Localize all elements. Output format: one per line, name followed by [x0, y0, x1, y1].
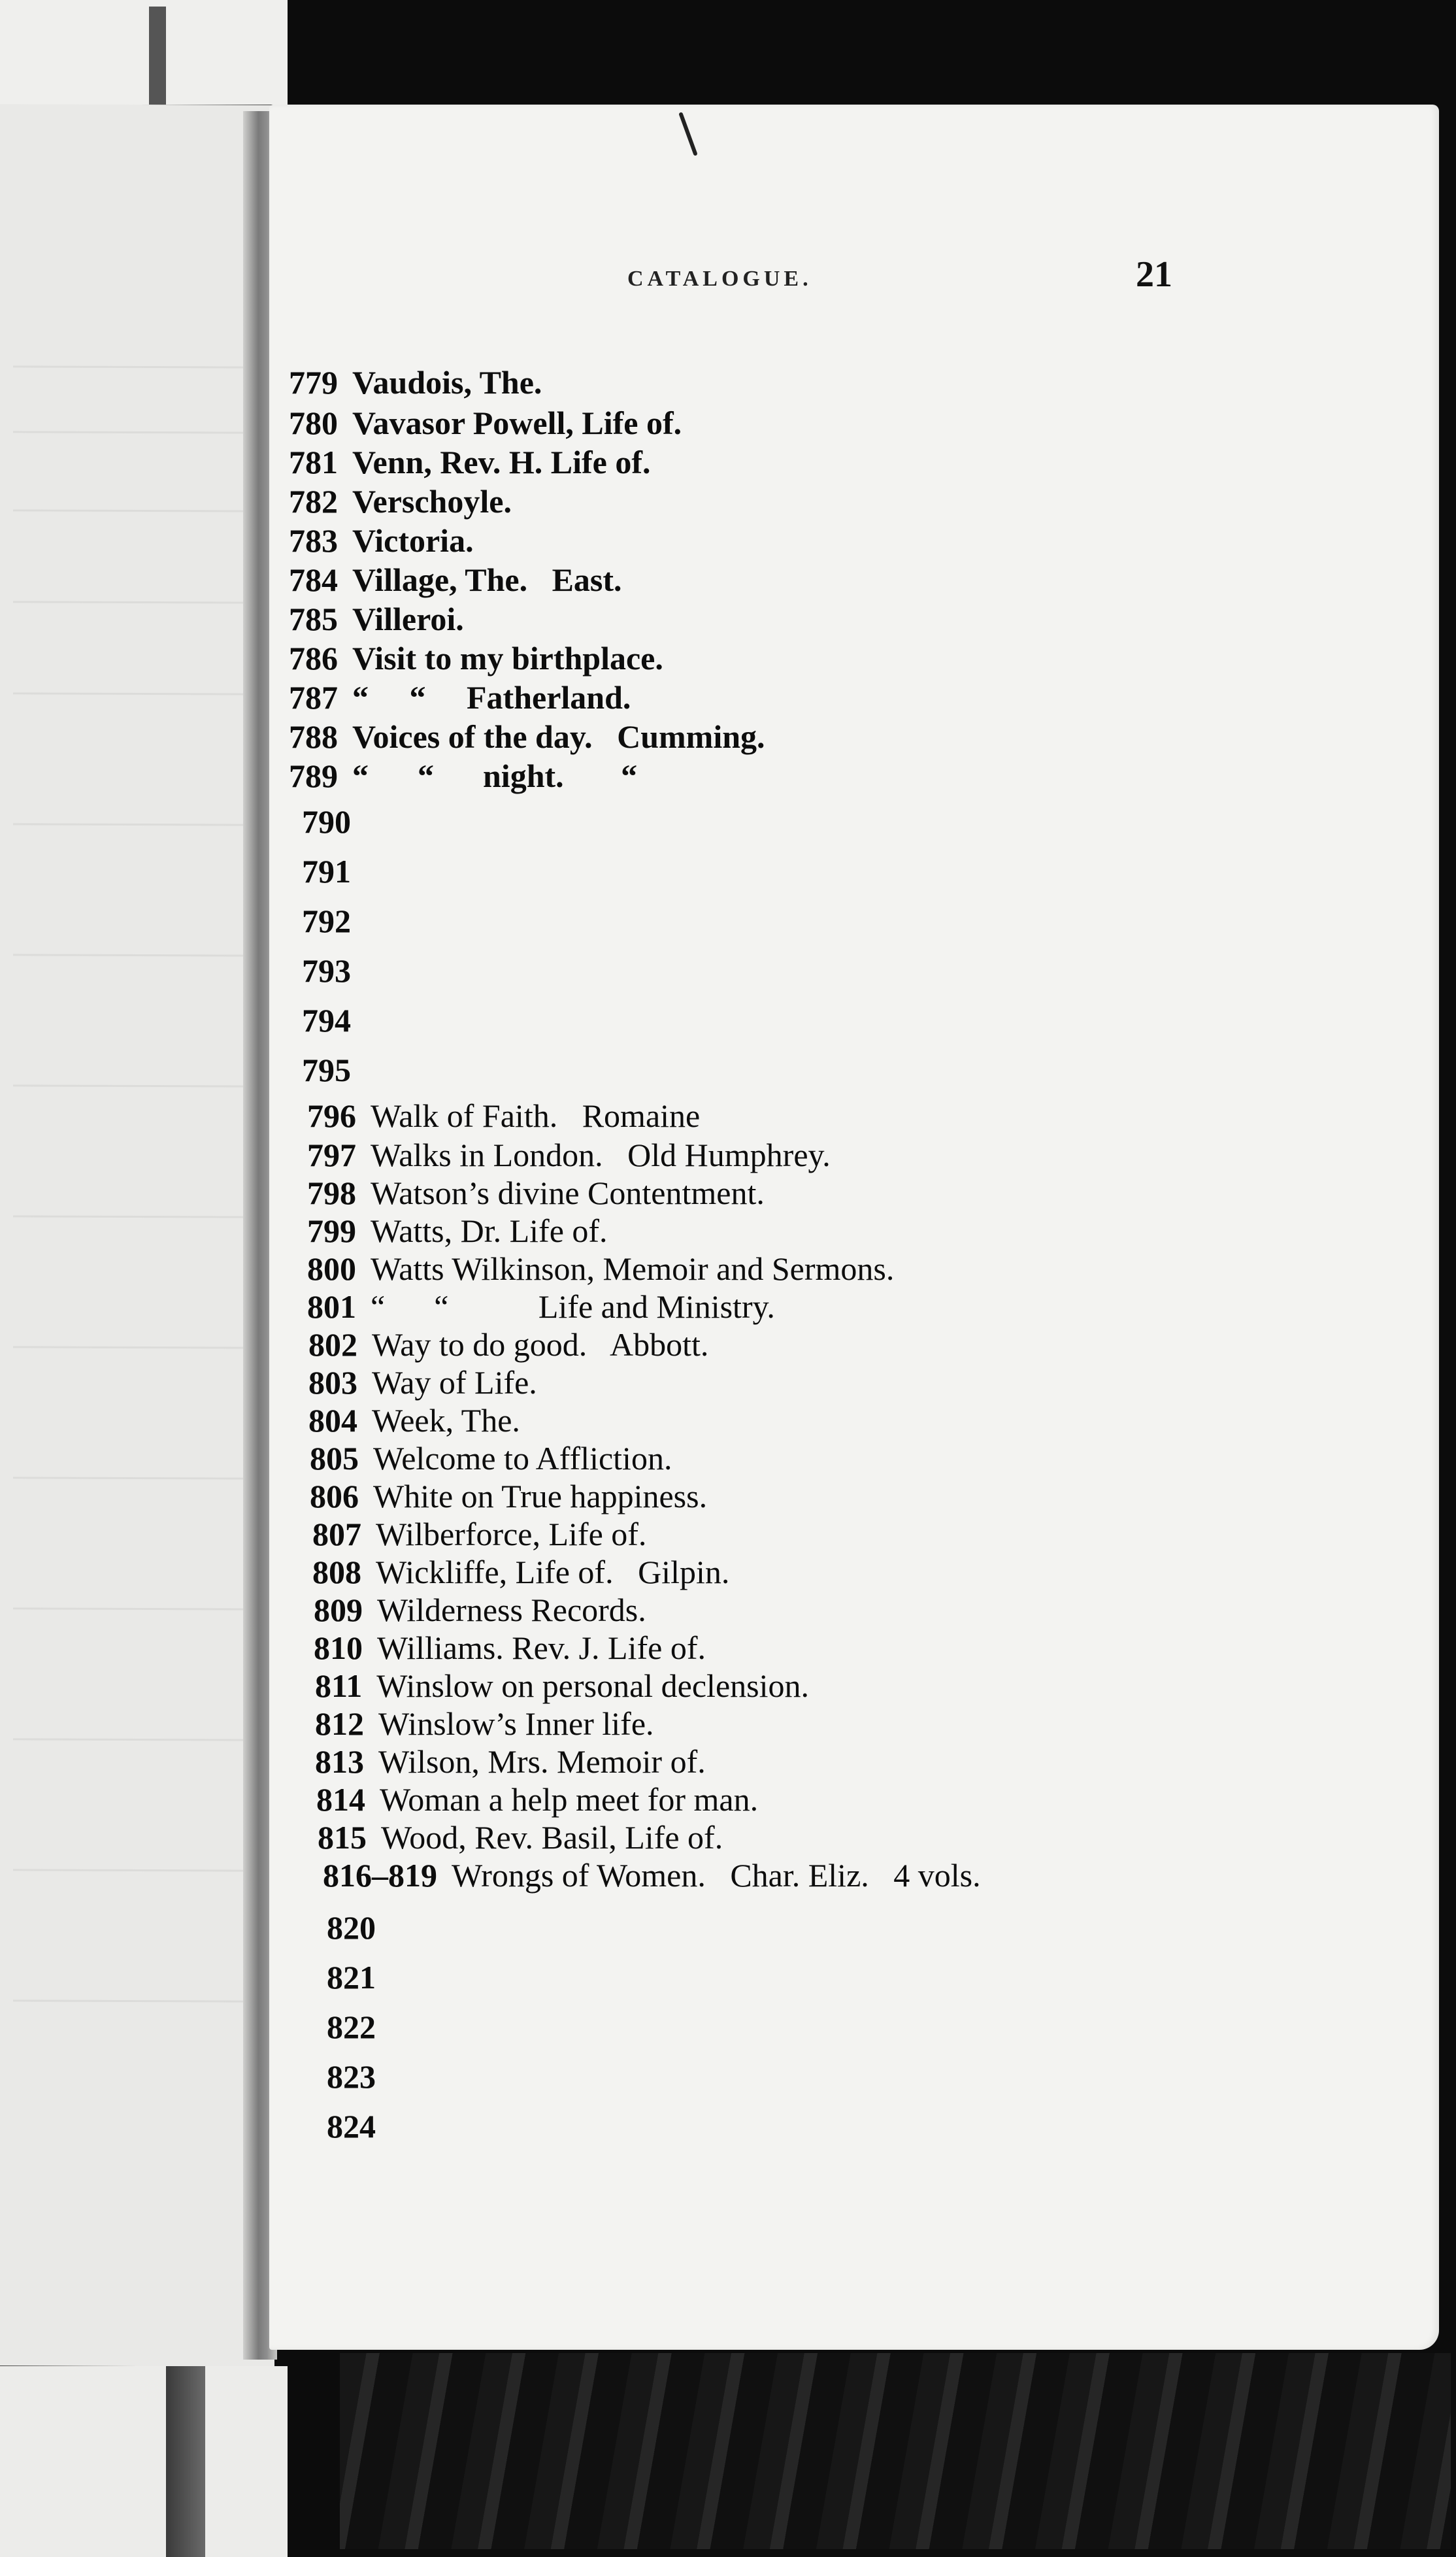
- entry-number: 813: [315, 1743, 364, 1780]
- entry-number: 803: [308, 1364, 357, 1401]
- entry-title: “ “ Life and Ministry.: [371, 1288, 775, 1325]
- entry-title: Winslow’s Inner life.: [378, 1705, 654, 1742]
- entry-number: 789: [289, 758, 338, 794]
- entry-title: Vavasor Powell, Life of.: [352, 405, 682, 441]
- entry-title: Voices of the day. Cumming.: [352, 718, 765, 755]
- entry-number: 816–819: [323, 1857, 437, 1894]
- entry-number: 798: [307, 1175, 356, 1211]
- entry-title: Village, The. East.: [352, 561, 622, 598]
- catalogue-entry: [327, 2057, 376, 2096]
- entry-number: 805: [310, 1440, 359, 1477]
- catalogue-entry: [310, 1439, 672, 1478]
- entry-title: Walk of Faith. Romaine: [371, 1097, 701, 1134]
- entry-title: Vaudois, The.: [352, 364, 542, 401]
- entry-title: Victoria.: [352, 522, 474, 559]
- entry-number: 780: [289, 405, 338, 441]
- catalogue-entry: [289, 639, 663, 678]
- catalogue-entry: [289, 443, 651, 482]
- catalogue-entry: [289, 678, 631, 717]
- entry-number: 781: [289, 444, 338, 480]
- entry-title: Way of Life.: [372, 1364, 537, 1401]
- catalogue-entry: [327, 2107, 376, 2146]
- catalogue-entry: [307, 1249, 894, 1288]
- entry-number: 787: [289, 679, 338, 716]
- entry-number: 785: [289, 601, 338, 637]
- catalogue-entry: [316, 1780, 758, 1819]
- catalogue-entry: [312, 1514, 646, 1554]
- entry-title: Villeroi.: [352, 601, 464, 637]
- running-head: CATALOGUE.: [627, 267, 812, 291]
- catalogue-entry: [315, 1704, 654, 1743]
- entry-title: Wilson, Mrs. Memoir of.: [378, 1743, 706, 1780]
- entry-number: 795: [302, 1052, 351, 1088]
- catalogue-entry: [289, 599, 464, 639]
- catalogue-entry: [289, 482, 512, 521]
- entry-number: 796: [307, 1097, 356, 1134]
- entry-title: Watson’s divine Contentment.: [371, 1175, 765, 1211]
- catalogue-entry: [310, 1477, 707, 1516]
- catalogue-entry: [302, 1001, 351, 1040]
- entry-number: 802: [308, 1326, 357, 1363]
- binding-mark: [166, 2366, 205, 2557]
- entry-number: 821: [327, 1959, 376, 1996]
- entry-title: Wilberforce, Life of.: [376, 1516, 647, 1552]
- catalogue-entry: [289, 756, 637, 795]
- catalogue-entry: [302, 951, 351, 990]
- entry-title: Week, The.: [372, 1402, 520, 1439]
- entry-number: 808: [312, 1554, 361, 1590]
- catalogue-entry: [302, 802, 351, 841]
- entry-title: Wilderness Records.: [377, 1592, 646, 1628]
- catalogue-entry: [289, 363, 542, 402]
- entry-number: 824: [327, 2108, 376, 2145]
- entry-title: “ “ Fatherland.: [352, 679, 631, 716]
- entry-number: 784: [289, 561, 338, 598]
- entry-number: 809: [314, 1592, 363, 1628]
- catalogue-entry: [302, 1050, 351, 1090]
- entry-title: Wickliffe, Life of. Gilpin.: [376, 1554, 730, 1590]
- entry-title: “ “ night. “: [352, 758, 638, 794]
- entry-title: Watts Wilkinson, Memoir and Sermons.: [371, 1250, 895, 1287]
- entry-number: 793: [302, 952, 351, 989]
- entry-number: 814: [316, 1781, 365, 1818]
- entry-number: 786: [289, 640, 338, 677]
- catalogue-entry: [318, 1818, 723, 1857]
- catalogue-entry: [307, 1096, 700, 1135]
- entry-title: Wood, Rev. Basil, Life of.: [381, 1819, 723, 1856]
- catalogue-entry: [307, 1173, 765, 1212]
- entry-number: 801: [307, 1288, 356, 1325]
- catalogue-entry: [314, 1590, 646, 1629]
- catalogue-entry: [308, 1363, 537, 1402]
- binding-mark: [149, 7, 166, 105]
- entry-title: Way to do good. Abbott.: [372, 1326, 709, 1363]
- entry-title: Venn, Rev. H. Life of.: [352, 444, 651, 480]
- entry-title: Wrongs of Women. Char. Eliz. 4 vols.: [452, 1857, 981, 1894]
- entry-number: 804: [308, 1402, 357, 1439]
- entry-number: 783: [289, 522, 338, 559]
- catalogue-entry: [307, 1287, 775, 1326]
- catalogue-entry: [327, 1908, 376, 1947]
- page-number: 21: [1136, 254, 1172, 295]
- entry-number: 820: [327, 1909, 376, 1946]
- catalogue-entry: [312, 1552, 729, 1592]
- entry-title: White on True happiness.: [373, 1478, 708, 1514]
- entry-number: 791: [302, 853, 351, 890]
- scan-background: [340, 2353, 1451, 2549]
- entry-number: 811: [315, 1667, 363, 1704]
- catalogue-entry: [323, 1856, 981, 1895]
- entry-title: Watts, Dr. Life of.: [371, 1212, 608, 1249]
- entry-number: 797: [307, 1137, 356, 1173]
- catalogue-entry: [315, 1742, 706, 1781]
- catalogue-entry: [289, 521, 474, 560]
- entry-title: Williams. Rev. J. Life of.: [377, 1629, 706, 1666]
- entry-number: 823: [327, 2058, 376, 2095]
- catalogue-entry: [327, 2007, 376, 2047]
- entry-number: 782: [289, 483, 338, 520]
- entry-number: 799: [307, 1212, 356, 1249]
- catalogue-entry: [307, 1211, 608, 1250]
- catalogue-entry: [314, 1628, 706, 1667]
- entry-number: 779: [289, 364, 338, 401]
- catalogue-entry: [315, 1666, 809, 1705]
- facing-page-left: [0, 104, 274, 2366]
- entry-title: Walks in London. Old Humphrey.: [371, 1137, 831, 1173]
- entry-number: 806: [310, 1478, 359, 1514]
- entry-title: Winslow on personal declension.: [376, 1667, 809, 1704]
- entry-number: 807: [312, 1516, 361, 1552]
- adjacent-page-scrap-top: [0, 0, 288, 105]
- entry-number: 815: [318, 1819, 367, 1856]
- entry-number: 810: [314, 1629, 363, 1666]
- entry-number: 812: [315, 1705, 364, 1742]
- entry-number: 792: [302, 903, 351, 939]
- entry-number: 794: [302, 1002, 351, 1039]
- catalogue-entry: [308, 1325, 708, 1364]
- entry-number: 800: [307, 1250, 356, 1287]
- catalogue-entry: [302, 852, 351, 891]
- catalogue-entry: [289, 403, 682, 443]
- entry-title: Visit to my birthplace.: [352, 640, 663, 677]
- entry-number: 790: [302, 803, 351, 840]
- entry-title: Verschoyle.: [352, 483, 512, 520]
- entry-title: Woman a help meet for man.: [380, 1781, 759, 1818]
- catalogue-entry: [327, 1958, 376, 1997]
- catalogue-entry: [289, 560, 622, 599]
- adjacent-page-scrap-bottom: [0, 2366, 288, 2557]
- catalogue-entry: [307, 1135, 831, 1175]
- entry-number: 822: [327, 2009, 376, 2045]
- catalogue-entry: [289, 717, 765, 756]
- entry-title: Welcome to Affliction.: [373, 1440, 672, 1477]
- catalogue-entry: [308, 1401, 520, 1440]
- catalogue-entry: [302, 901, 351, 941]
- entry-number: 788: [289, 718, 338, 755]
